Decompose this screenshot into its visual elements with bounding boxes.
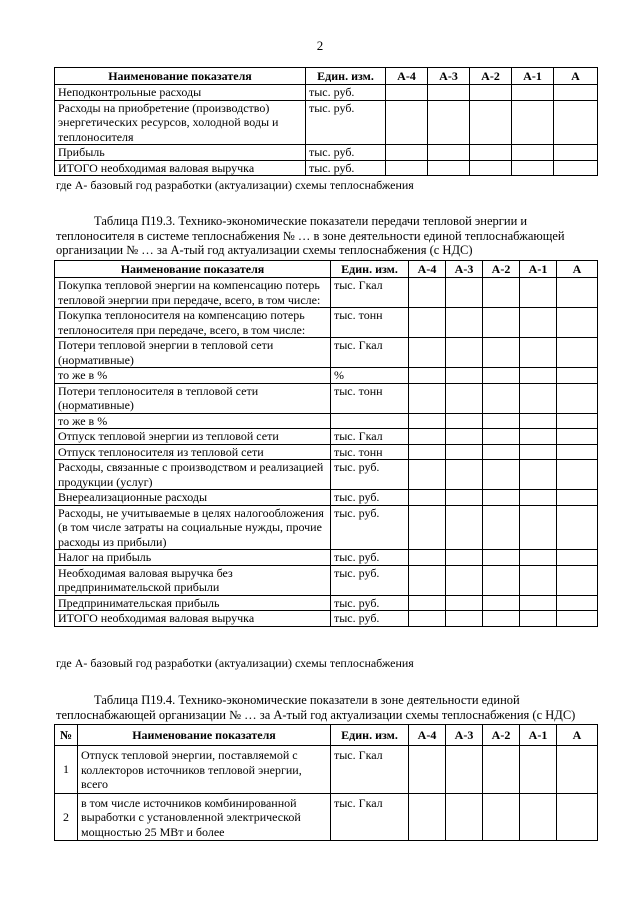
table-row (55, 278, 598, 308)
header-name: Наименование показателя (78, 725, 331, 746)
row-unit: тыс. руб. (306, 85, 386, 101)
header-unit: Един. изм. (306, 68, 386, 85)
table-3-caption (56, 693, 598, 722)
row-name: Неподконтрольные расходы (55, 85, 306, 101)
row-name: то же в % (55, 368, 331, 384)
table-header-row (55, 725, 598, 746)
table-row (55, 338, 598, 368)
table-row (55, 746, 598, 794)
table-2-note: где А- базовый год разработки (актуализации) схемы теплоснабжения (56, 656, 414, 670)
row-unit: тыс. руб. (306, 160, 386, 176)
table-1-note: где А- базовый год разработки (актуализации) схемы теплоснабжения (56, 178, 414, 192)
row-unit: тыс. руб. (331, 505, 409, 550)
row-unit: тыс. тонн (331, 308, 409, 338)
row-name: Потери теплоносителя в тепловой сети (нормативные) (55, 383, 331, 413)
row-name: Покупка тепловой энергии на компенсацию потерь тепловой энергии при передаче, всего, в том числе: (55, 278, 331, 308)
row-number: 1 (55, 746, 78, 794)
table-row (55, 793, 598, 841)
row-unit: тыс. Гкал (331, 278, 409, 308)
caption-line: теплоснабжающей организации № … за А-тый год актуализации схемы теплоснабжения (с НДС) (56, 707, 576, 722)
row-unit: тыс. Гкал (331, 338, 409, 368)
table-row (55, 611, 598, 627)
row-name: Прибыль (55, 145, 306, 161)
row-unit: тыс. Гкал (331, 429, 409, 445)
header-unit: Един. изм. (331, 261, 409, 278)
row-name: ИТОГО необходимая валовая выручка (55, 160, 306, 176)
table-row (55, 368, 598, 384)
row-unit: тыс. руб. (331, 550, 409, 566)
row-name: ИТОГО необходимая валовая выручка (55, 611, 331, 627)
table-row (55, 145, 598, 161)
header-year-a1: А-1 (512, 68, 554, 85)
header-unit: Един. изм. (331, 725, 409, 746)
row-unit: тыс. руб. (331, 565, 409, 595)
header-year-a2: А-2 (483, 725, 520, 746)
table-row (55, 490, 598, 506)
table-row (55, 308, 598, 338)
header-no: № (55, 725, 78, 746)
row-name: Расходы на приобретение (производство) энергетических ресурсов, холодной воды и теплоносителя (55, 100, 306, 145)
row-name: Отпуск теплоносителя из тепловой сети (55, 444, 331, 460)
table-row (55, 413, 598, 429)
header-year-a2: А-2 (470, 68, 512, 85)
row-name: Налог на прибыль (55, 550, 331, 566)
table-3 (54, 724, 598, 841)
page-number: 2 (316, 38, 324, 53)
table-2 (54, 260, 598, 627)
header-year-a4: А-4 (386, 68, 428, 85)
row-name: Расходы, связанные с производством и реализацией продукции (услуг) (55, 460, 331, 490)
row-unit: тыс. тонн (331, 383, 409, 413)
row-unit: тыс. руб. (331, 460, 409, 490)
caption-line: Таблица П19.3. Технико-экономические показатели передачи тепловой энергии и (94, 214, 528, 228)
table-row (55, 429, 598, 445)
row-unit: тыс. руб. (331, 595, 409, 611)
row-name: в том числе источников комбинированной выработки с установленной электрической мощностью 25 МВт и более (78, 793, 331, 841)
row-name: Внереализационные расходы (55, 490, 331, 506)
table-2-caption (56, 214, 598, 258)
header-name: Наименование показателя (55, 68, 306, 85)
table-row (55, 100, 598, 145)
table-header-row (55, 68, 598, 85)
row-unit: тыс. Гкал (331, 793, 409, 841)
row-name: то же в % (55, 413, 331, 429)
table-row (55, 85, 598, 101)
table-row (55, 550, 598, 566)
row-unit: тыс. руб. (306, 145, 386, 161)
table-row (55, 383, 598, 413)
table-row (55, 160, 598, 176)
header-year-a3: А-3 (446, 261, 483, 278)
row-name: Покупка теплоносителя на компенсацию потерь теплоносителя при передаче, всего, в том числе: (55, 308, 331, 338)
table-row (55, 595, 598, 611)
table-row (55, 505, 598, 550)
table-row (55, 460, 598, 490)
header-year-a3: А-3 (428, 68, 470, 85)
table-row (55, 444, 598, 460)
row-name: Расходы, не учитываемые в целях налогообложения (в том числе затраты на социальные нужды, прочие расходы из прибыли) (55, 505, 331, 550)
row-name: Необходимая валовая выручка без предпринимательской прибыли (55, 565, 331, 595)
row-unit: тыс. руб. (306, 100, 386, 145)
header-year-a: А (554, 68, 598, 85)
header-year-a: А (557, 261, 598, 278)
table-1 (54, 67, 598, 176)
row-unit: тыс. тонн (331, 444, 409, 460)
row-name: Потери тепловой энергии в тепловой сети (нормативные) (55, 338, 331, 368)
row-unit: тыс. руб. (331, 490, 409, 506)
header-year-a: А (557, 725, 598, 746)
header-year-a1: А-1 (520, 725, 557, 746)
row-unit: тыс. руб. (331, 611, 409, 627)
row-name: Предпринимательская прибыль (55, 595, 331, 611)
header-name: Наименование показателя (55, 261, 331, 278)
header-year-a2: А-2 (483, 261, 520, 278)
table-header-row (55, 261, 598, 278)
row-name: Отпуск тепловой энергии, поставляемой с коллекторов источников тепловой энергии, всего (78, 746, 331, 794)
row-unit: % (331, 368, 409, 384)
header-year-a4: А-4 (409, 725, 446, 746)
row-number: 2 (55, 793, 78, 841)
caption-line: организации № … за А-тый год актуализации схемы теплоснабжения (с НДС) (56, 243, 473, 257)
caption-line: Таблица П19.4. Технико-экономические показатели в зоне деятельности единой (94, 693, 520, 707)
table-row (55, 565, 598, 595)
caption-line: теплоносителя в системе теплоснабжения № … в зоне деятельности единой теплоснабжающей (56, 228, 565, 243)
header-year-a4: А-4 (409, 261, 446, 278)
row-name: Отпуск тепловой энергии из тепловой сети (55, 429, 331, 445)
header-year-a1: А-1 (520, 261, 557, 278)
row-unit (331, 413, 409, 429)
header-year-a3: А-3 (446, 725, 483, 746)
row-unit: тыс. Гкал (331, 746, 409, 794)
